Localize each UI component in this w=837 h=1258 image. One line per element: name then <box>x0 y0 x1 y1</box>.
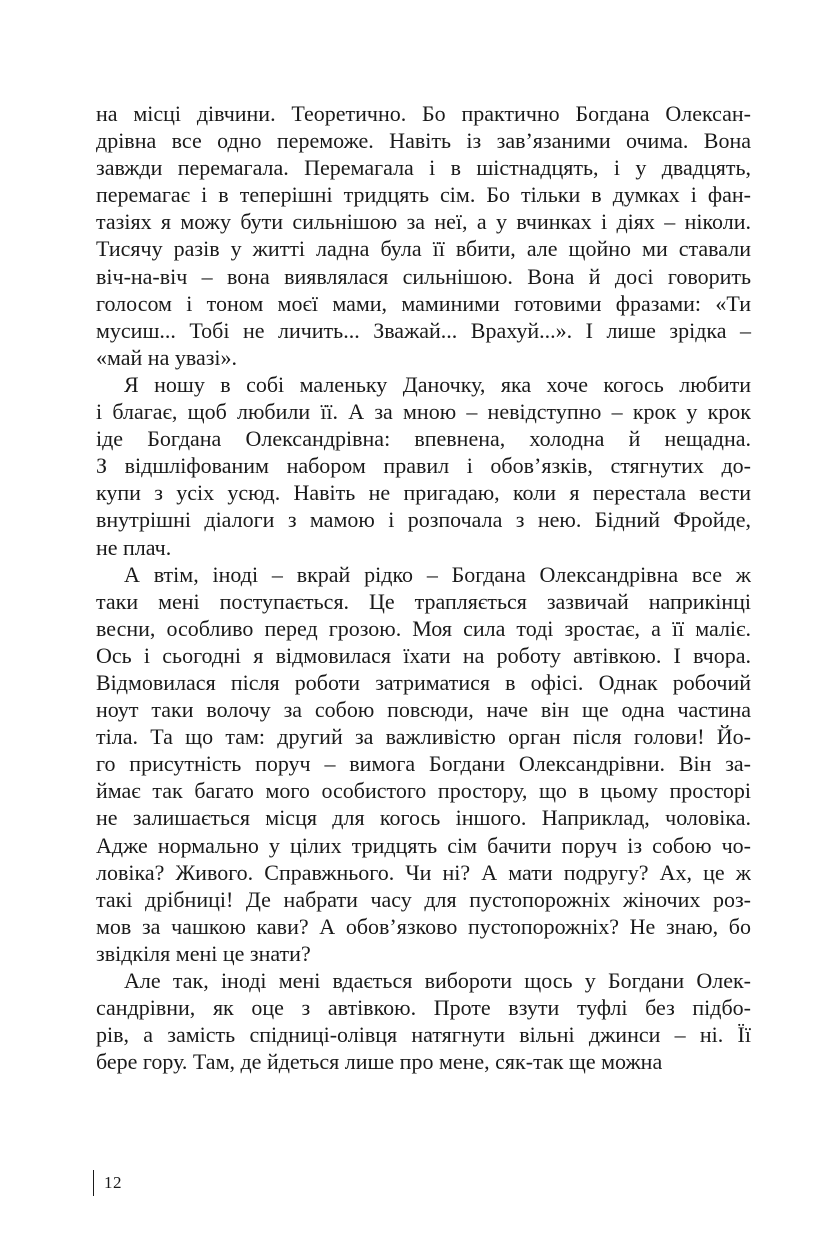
text-line: тазіях я можу бути сильнішою за неї, а у вчинках і діях – ніколи. <box>96 209 751 235</box>
text-line: бере гору. Там, де йдеться лише про мене, сяк-так ще можна <box>96 1049 663 1075</box>
text-line: внутрішні діалоги з мамою і розпочала з нею. Бідний Фройде, <box>96 507 751 533</box>
page-number: 12 <box>93 1170 122 1196</box>
text-line: і благає, щоб любили її. А за мною – невідступно – крок у крок <box>96 399 751 425</box>
text-line: такі дрібниці! Де набрати часу для пустопорожніх жіночих роз- <box>96 886 751 912</box>
text-line: іде Богдана Олександрівна: впевнена, холодна й нещадна. <box>96 426 751 452</box>
text-line: звідкіля мені це знати? <box>96 940 311 966</box>
text-line: Ось і сьогодні я відмовилася їхати на роботу автівкою. І вчора. <box>96 642 751 668</box>
text-line: го присутність поруч – вимога Богдани Олександрівни. Він за- <box>96 751 751 777</box>
text-line: Адже нормально у цілих тридцять сім бачити поруч із собою чо- <box>96 832 751 858</box>
text-line: віч-на-віч – вона виявлялася сильнішою. Вона й досі говорить <box>96 263 751 289</box>
text-line: «май на увазі». <box>96 344 238 370</box>
text-line: купи з усіх усюд. Навіть не пригадаю, коли я перестала вести <box>96 480 751 506</box>
paragraph <box>96 100 751 371</box>
text-line: А втім, іноді – вкрай рідко – Богдана Олександрівна все ж <box>124 561 751 587</box>
text-line: ловіка? Живого. Справжнього. Чи ні? А мати подругу? Ах, це ж <box>96 859 751 885</box>
text-line: дрівна все одно переможе. Навіть із зав’язаними очима. Вона <box>96 128 751 154</box>
body-text <box>96 100 751 1075</box>
paragraph <box>96 371 751 561</box>
text-line: ймає так багато мого особистого простору, що в цьому просторі <box>96 778 751 804</box>
paragraph <box>96 967 751 1075</box>
paragraph <box>96 561 751 967</box>
text-line: голосом і тоном моєї мами, маминими готовими фразами: «Ти <box>96 290 751 316</box>
text-line: не залишається місця для когось іншого. Наприклад, чоловіка. <box>96 805 751 831</box>
text-line: Але так, іноді мені вдається вибороти щось у Богдани Олек- <box>124 968 751 993</box>
text-line: рів, а замість спідниці-олівця натягнути вільні джинси – ні. Її <box>96 1022 751 1048</box>
text-line: на місці дівчини. Теоретично. Бо практично Богдана Олексан- <box>96 101 751 126</box>
text-line: тіла. Та що там: другий за важливістю орган після голови! Йо- <box>96 724 751 750</box>
text-line: весни, особливо перед грозою. Моя сила тоді зростає, а її маліє. <box>96 615 751 641</box>
text-line: ноут таки волочу за собою повсюди, наче він ще одна частина <box>96 697 751 723</box>
text-line: перемагає і в теперішні тридцять сім. Бо тільки в думках і фан- <box>96 182 751 208</box>
text-line: Відмовилася після роботи затриматися в офісі. Однак робочий <box>96 669 751 695</box>
text-line: З відшліфованим набором правил і обов’язків, стягнутих до- <box>96 453 751 479</box>
text-line: мов за чашкою кави? А обов’язково пустопорожніх? Не знаю, бо <box>96 913 751 939</box>
text-line: не плач. <box>96 534 172 560</box>
text-line: сандрівни, як оце з автівкою. Проте взути туфлі без підбо- <box>96 995 751 1021</box>
text-line: завжди перемагала. Перемагала і в шістнадцять, і у двадцять, <box>96 155 751 181</box>
text-line: Я ношу в собі маленьку Даночку, яка хоче когось любити <box>124 371 751 397</box>
text-line: таки мені поступається. Це трапляється зазвичай наприкінці <box>96 588 751 614</box>
text-line: Тисячу разів у житті ладна була її вбити, але щойно ми ставали <box>96 236 751 262</box>
text-line: мусиш... Тобі не личить... Зважай... Врахуй...». І лише зрідка – <box>96 317 751 343</box>
